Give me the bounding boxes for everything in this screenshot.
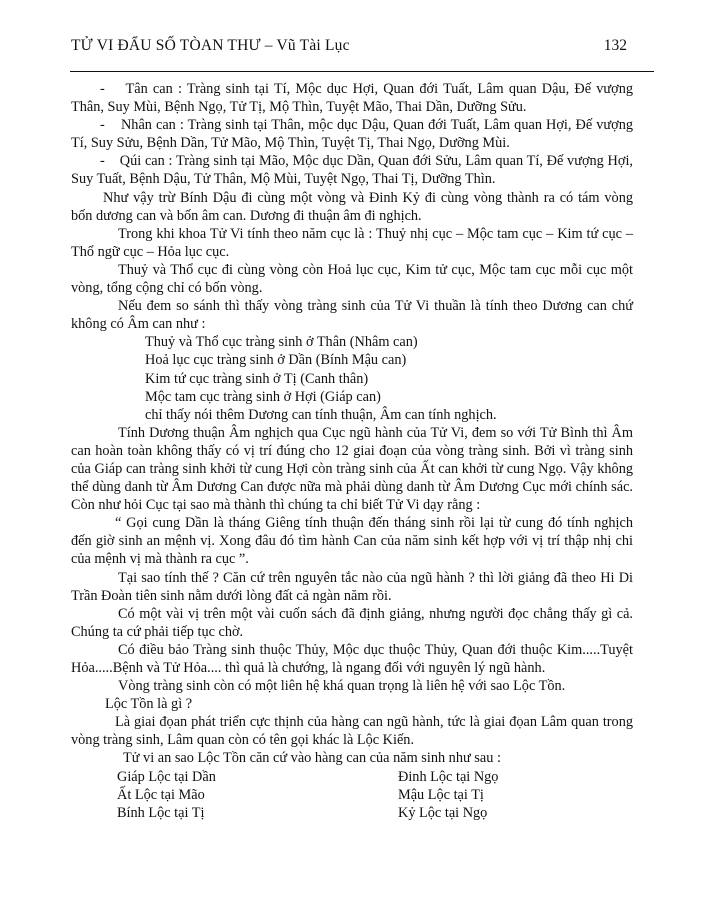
paragraph-qui-can: - Qúi can : Tràng sinh tại Mão, Mộc dục Dần, Quan đới Sửu, Lâm quan Tí, Đế vượng Hợi, Suy Tuất, Bệnh Dậu, Tử Thân, Mộ Mùi, Tuyệt Ngọ, Thai Tị, Dưỡng Thìn.: [71, 153, 633, 188]
page-body: [71, 80, 633, 822]
loc-cell: Ất Lộc tại Mão: [117, 786, 205, 803]
loc-cell: Giáp Lộc tại Dần: [117, 768, 216, 785]
list-item: Thuỷ và Thổ cục tràng sinh ở Thân (Nhâm can): [145, 334, 418, 351]
list-item: Mộc tam cục tràng sinh ở Hợi (Giáp can): [145, 388, 381, 405]
paragraph-tinh-duong: Tính Dương thuận Âm nghịch qua Cục ngũ hành của Tử Vi, đem so với Tử Bình thì Âm can hoàn toàn không thấy có vị trí đúng cho 12 giai đoạn của vòng tràng sinh. Bởi vì tràng sinh của Giáp can tràng sinh khởi từ cung Hợi còn tràng sinh của Ất can khởi từ cung Ngọ. Vậy không thể dùng danh từ Âm Dương Can được nữa mà phải dùng danh từ Âm Dương Cục mới chính sác. Còn như hỏi Cục tại sao mà thành thì chúng ta chỉ biết Tử Vi dạy rằng :: [71, 424, 633, 514]
paragraph-la-giai: Là giai đọan phát triển cực thịnh của hàng can ngũ hành, tức là giai đọan Lâm quan trong vòng tràng sinh, Lâm quan còn có tên gọi khác là Lộc Kiến.: [71, 714, 633, 749]
list-item: Hoả lục cục tràng sinh ở Dần (Bính Mậu can): [145, 352, 407, 369]
loc-table-row: [71, 804, 633, 822]
paragraph-nhu-vay: Như vậy trừ Bính Dậu đi cùng một vòng và Đinh Kỷ đi cùng vòng thành ra có tám vòng bốn dương can và bốn âm can. Dương đi thuận âm đi nghịch.: [71, 189, 633, 224]
loc-cell: Bính Lộc tại Tị: [117, 804, 205, 821]
paragraph-trong-khi: Trong khi khoa Tử Vi tính theo năm cục là : Thuỷ nhị cục – Mộc tam cục – Kim tứ cục – Thổ ngữ cục – Hỏa lục cục.: [71, 225, 633, 260]
paragraph-co-dieu-bao: Có điều bảo Tràng sinh thuộc Thủy, Mộc dục thuộc Thủy, Quan đới thuộc Kim.....Tuyệt Hỏa.....Bệnh và Tử Hỏa.... thì quả là chướng, là ngang đối với nguyên lý ngũ hành.: [71, 641, 633, 676]
paragraph-vong-trang: Vòng tràng sinh còn có một liên hệ khá quan trọng là liên hệ với sao Lộc Tồn.: [118, 678, 566, 695]
paragraph-thuy-tho: Thuỷ và Thổ cục đi cùng vòng còn Hoả lục cục, Kim tử cục, Mộc tam cục mỗi cục một vòng, tổng cộng chỉ có bốn vòng.: [71, 261, 633, 297]
list-item: Kim tứ cục tràng sinh ở Tị (Canh thân): [145, 370, 369, 387]
page-number: 132: [603, 37, 627, 54]
loc-table-row: [71, 768, 633, 786]
page-header: [71, 37, 627, 55]
loc-cell: Mậu Lộc tại Tị: [398, 786, 484, 803]
loc-cell: Đinh Lộc tại Ngọ: [398, 768, 499, 785]
paragraph-quote: “ Gọi cung Dần là tháng Giêng tính thuận đến tháng sinh rồi lại từ cung đó tính nghịch đến giờ sinh an mệnh vị. Xong đâu đó tìm hành Can của năm sinh kết hợp với vị trí thập nhị chi của mệnh vị mà thành ra cục ”.: [71, 515, 633, 568]
header-rule: [70, 71, 654, 72]
list-item: chỉ thấy nói thêm Dương can tính thuận, Âm can tính nghịch.: [145, 406, 497, 423]
cuc-trang-sinh-list: [145, 333, 633, 423]
paragraph-tan-can: - Tân can : Tràng sinh tại Tí, Mộc dục Hợi, Quan đới Tuất, Lâm quan Dậu, Đế vượng Thân, Suy Mùi, Bệnh Ngọ, Tử Tị, Mộ Thìn, Tuyệt Mão, Thai Dần, Dưỡng Sửu.: [71, 81, 633, 116]
paragraph-tu-vi-an: Tử vi an sao Lộc Tồn căn cứ vào hàng can của năm sinh như sau :: [123, 750, 501, 767]
loc-cell: Kỷ Lộc tại Ngọ: [398, 804, 488, 821]
paragraph-nhan-can: - Nhân can : Tràng sinh tại Thân, mộc dục Dậu, Quan đới Tuất, Lâm quan Hợi, Đế vượng Tí, Suy Sửu, Bệnh Dần, Tử Mão, Mộ Thìn, Tuyệt Tị, Thai Ngọ, Dưỡng Mùi.: [71, 117, 633, 152]
paragraph-loc-ton: Lộc Tồn là gì ?: [105, 696, 193, 713]
book-title: TỬ VI ĐẨU SỐ TÒAN THƯ – Vũ Tài Lục: [71, 37, 350, 54]
paragraph-co-mot-vai: Có một vài vị trên một vài cuốn sách đã định giảng, nhưng người đọc chẳng thấy gì cả. Chúng ta cứ phải tiếp tục chờ.: [71, 605, 633, 640]
loc-table-row: [71, 786, 633, 804]
paragraph-tai-sao: Tại sao tính thế ? Căn cứ trên nguyên tắc nào của ngũ hành ? thì lời giảng đã theo Hi Di Trần Đoàn tiên sinh nằm dưới lòng đất cả ngàn năm rồi.: [71, 569, 633, 604]
paragraph-neu-dem: Nếu đem so sánh thì thấy vòng tràng sinh của Tử Vi thuần là tính theo Dương can chứ không có Âm can như :: [71, 298, 633, 333]
